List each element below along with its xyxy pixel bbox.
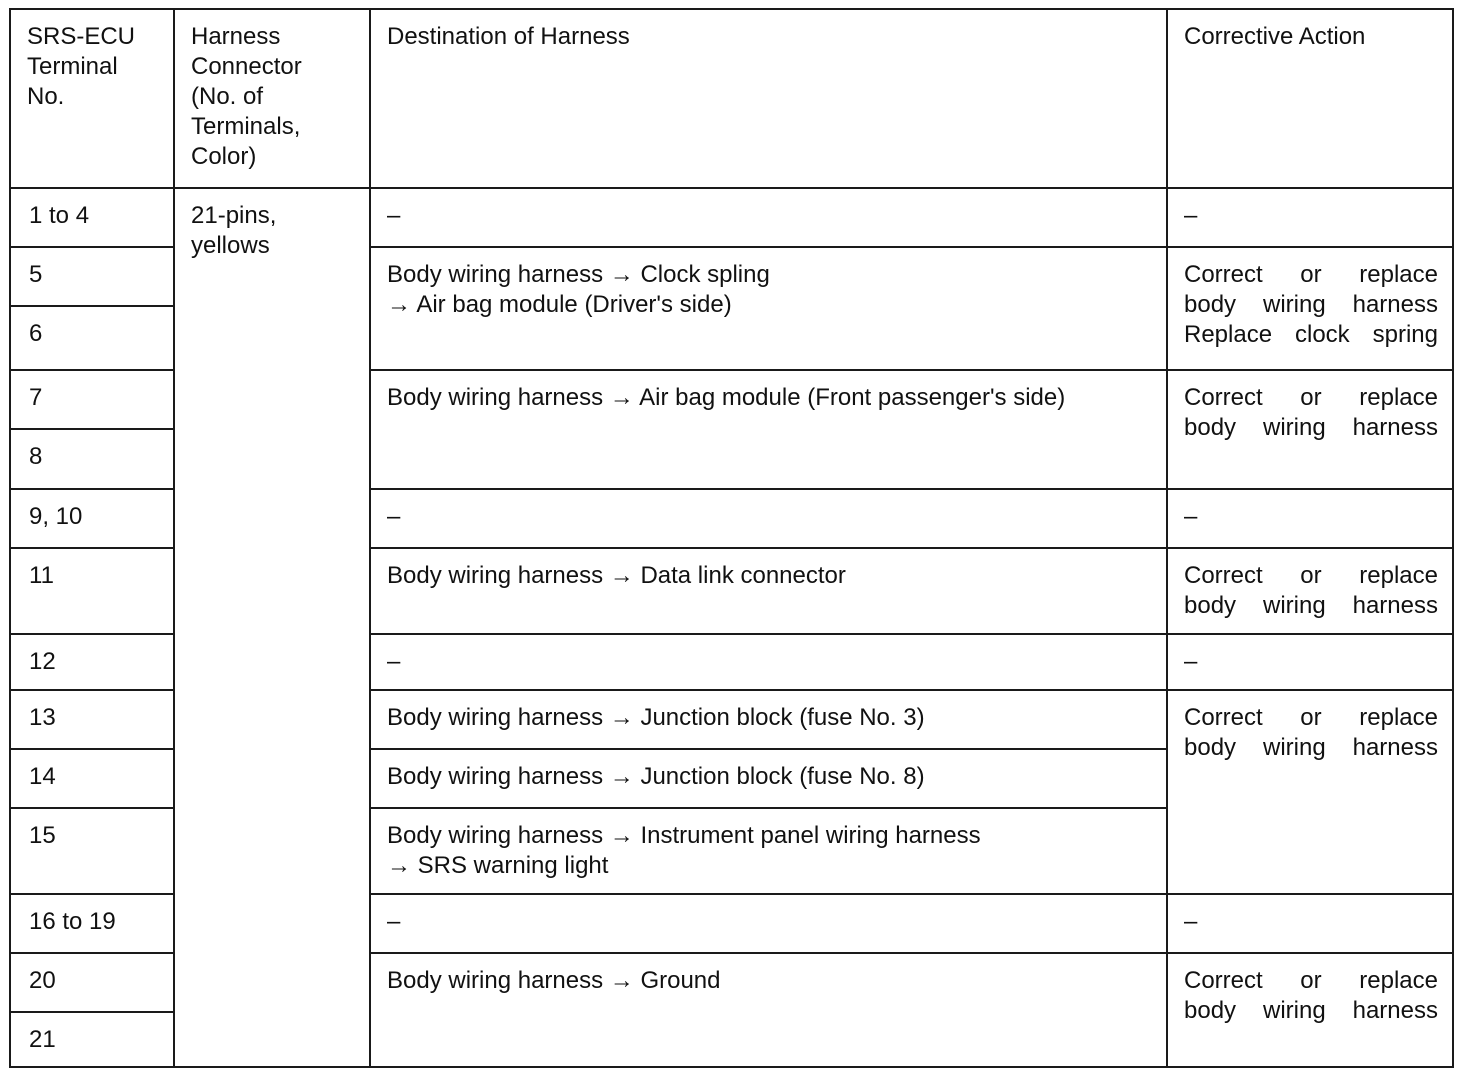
destination-cell: –	[370, 489, 1167, 548]
terminal-cell: 1 to 4	[10, 188, 174, 247]
action-cell	[1167, 370, 1453, 489]
action-line: Replace clock spring	[1184, 321, 1438, 348]
action-cell: –	[1167, 188, 1453, 247]
action-cell	[1167, 548, 1453, 634]
destination-cell: Body wiring harness → Clock spling → Air bag module (Driver's side)	[370, 247, 1167, 370]
action-cell	[1167, 953, 1453, 1067]
destination-cell: Body wiring harness → Ground	[370, 953, 1167, 1067]
action-line: Correct or replace	[1184, 384, 1438, 411]
action-cell	[1167, 247, 1453, 370]
action-line: body wiring harness	[1184, 592, 1438, 619]
destination-cell: –	[370, 188, 1167, 247]
terminal-cell: 12	[10, 634, 174, 690]
table-row	[10, 188, 1453, 247]
destination-cell: Body wiring harness → Junction block (fuse No. 3)	[370, 690, 1167, 749]
destination-cell: Body wiring harness → Junction block (fuse No. 8)	[370, 749, 1167, 808]
srs-ecu-terminal-table	[9, 8, 1454, 1068]
terminal-cell: 9, 10	[10, 489, 174, 548]
action-line: Correct or replace	[1184, 967, 1438, 994]
header-row	[10, 9, 1453, 188]
action-cell: –	[1167, 634, 1453, 690]
destination-cell: Body wiring harness → Instrument panel wiring harness → SRS warning light	[370, 808, 1167, 894]
terminal-cell: 11	[10, 548, 174, 634]
action-cell	[1167, 690, 1453, 894]
action-cell: –	[1167, 489, 1453, 548]
destination-cell: Body wiring harness → Data link connector	[370, 548, 1167, 634]
terminal-cell: 15	[10, 808, 174, 894]
terminal-cell: 21	[10, 1012, 174, 1067]
action-cell: –	[1167, 894, 1453, 953]
terminal-cell: 14	[10, 749, 174, 808]
terminal-cell: 16 to 19	[10, 894, 174, 953]
action-line: Correct or replace	[1184, 704, 1438, 731]
destination-cell: –	[370, 634, 1167, 690]
header-action: Corrective Action	[1167, 9, 1453, 188]
terminal-cell: 6	[10, 306, 174, 370]
action-line: body wiring harness	[1184, 414, 1438, 441]
header-destination: Destination of Harness	[370, 9, 1167, 188]
header-terminal: SRS-ECU Terminal No.	[10, 9, 174, 188]
action-line: body wiring harness	[1184, 291, 1438, 318]
destination-cell: –	[370, 894, 1167, 953]
action-line: Correct or replace	[1184, 562, 1438, 589]
terminal-cell: 20	[10, 953, 174, 1012]
action-line: body wiring harness	[1184, 997, 1438, 1024]
terminal-cell: 8	[10, 429, 174, 489]
action-line: Correct or replace	[1184, 261, 1438, 288]
terminal-cell: 7	[10, 370, 174, 429]
terminal-cell: 13	[10, 690, 174, 749]
connector-cell: 21-pins, yellows	[174, 188, 370, 1067]
terminal-cell: 5	[10, 247, 174, 306]
action-line: body wiring harness	[1184, 734, 1438, 761]
destination-cell: Body wiring harness → Air bag module (Front passenger's side)	[370, 370, 1167, 489]
header-connector: Harness Connector (No. of Terminals, Color)	[174, 9, 370, 188]
